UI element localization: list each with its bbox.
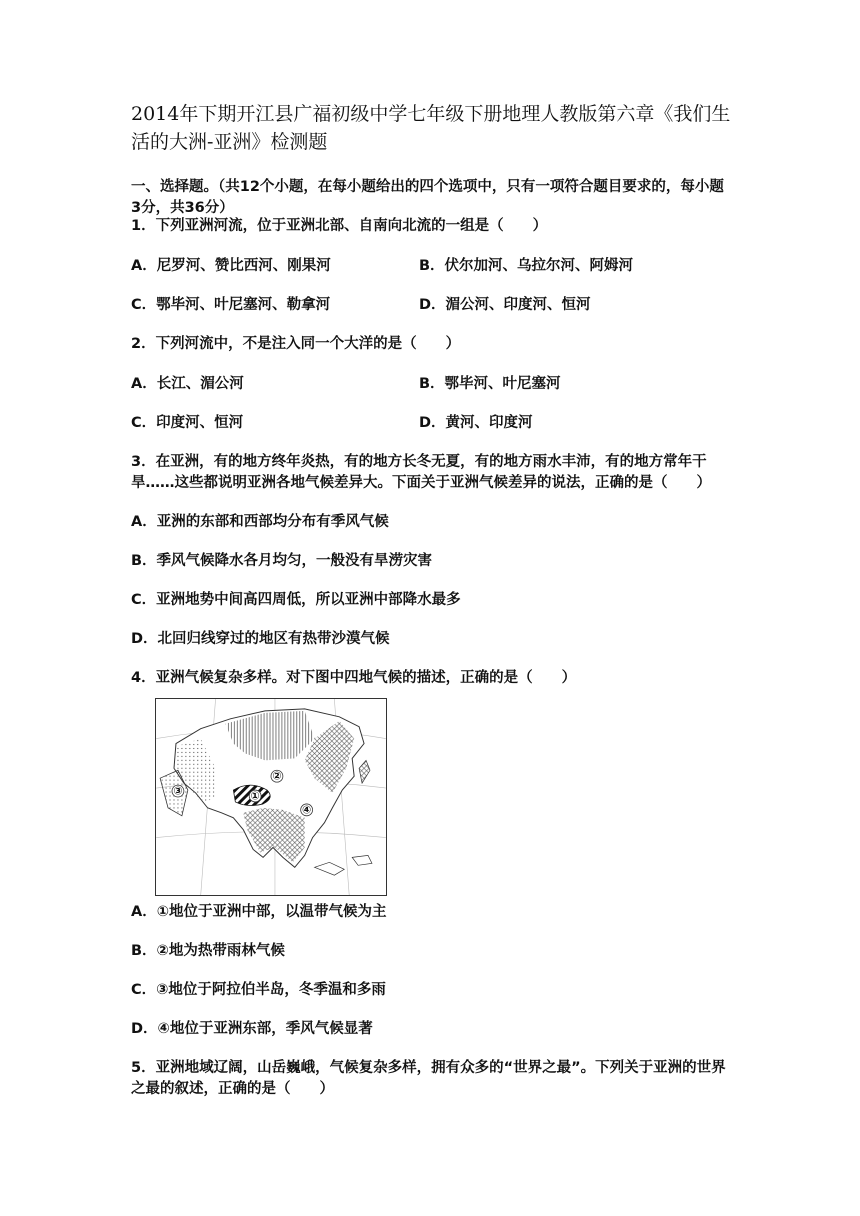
question-1-option-a: A．尼罗河、赞比西河、刚果河	[131, 258, 331, 274]
map-label-3: ③	[173, 784, 183, 798]
document-title: 2014年下期开江县广福初级中学七年级下册地理人教版第六章《我们生活的大洲-亚洲》检测题	[131, 103, 731, 153]
question-3-stem: 3．在亚洲，有的地方终年炎热，有的地方长冬无夏，有的地方雨水丰沛，有的地方常年干旱……这些都说明亚洲各地气候差异大。下面关于亚洲气候差异的说法，正确的是（ ）	[131, 454, 711, 491]
question-1-option-b: B．伏尔加河、乌拉尔河、阿姆河	[419, 258, 634, 274]
question-4-option-b: B．②地为热带雨林气候	[131, 943, 285, 959]
question-2-option-d: D．黄河、印度河	[419, 415, 533, 431]
question-1-option-c: C．鄂毕河、叶尼塞河、勒拿河	[131, 297, 331, 313]
map-label-2: ②	[272, 769, 282, 783]
question-4-stem: 4．亚洲气候复杂多样。对下图中四地气候的描述，正确的是（ ）	[131, 670, 577, 686]
question-4-option-c: C．③地位于阿拉伯半岛，冬季温和多雨	[131, 982, 386, 998]
question-3-option-c: C．亚洲地势中间高四周低，所以亚洲中部降水最多	[131, 592, 461, 608]
question-2-option-a: A．长江、湄公河	[131, 376, 244, 392]
question-3-option-a: A．亚洲的东部和西部均分布有季风气候	[131, 514, 389, 530]
question-2-option-c: C．印度河、恒河	[131, 415, 244, 431]
map-label-4: ④	[302, 803, 312, 817]
question-2-option-b: B．鄂毕河、叶尼塞河	[419, 376, 561, 392]
question-2-stem: 2．下列河流中，不是注入同一个大洋的是（ ）	[131, 336, 461, 352]
question-1-stem: 1．下列亚洲河流，位于亚洲北部、自南向北流的一组是（ ）	[131, 218, 548, 234]
question-3-option-b: B．季风气候降水各月均匀，一般没有旱涝灾害	[131, 553, 433, 569]
section-heading: 一、选择题。（共12个小题，在每小题给出的四个选项中，只有一项符合题目要求的，每小题3分，共36分）	[131, 179, 724, 216]
question-3-option-d: D．北回归线穿过的地区有热带沙漠气候	[131, 631, 390, 647]
question-4-option-a: A．①地位于亚洲中部，以温带气候为主	[131, 904, 387, 920]
asia-climate-map	[155, 698, 387, 896]
question-4-option-d: D．④地位于亚洲东部，季风气候显著	[131, 1021, 373, 1037]
question-1-option-d: D．湄公河、印度河、恒河	[419, 297, 591, 313]
map-label-1: ①	[250, 789, 260, 803]
question-5-stem: 5．亚洲地域辽阔，山岳巍峨，气候复杂多样，拥有众多的“世界之最”。下列关于亚洲的世界之最的叙述，正确的是（ ）	[131, 1060, 726, 1097]
